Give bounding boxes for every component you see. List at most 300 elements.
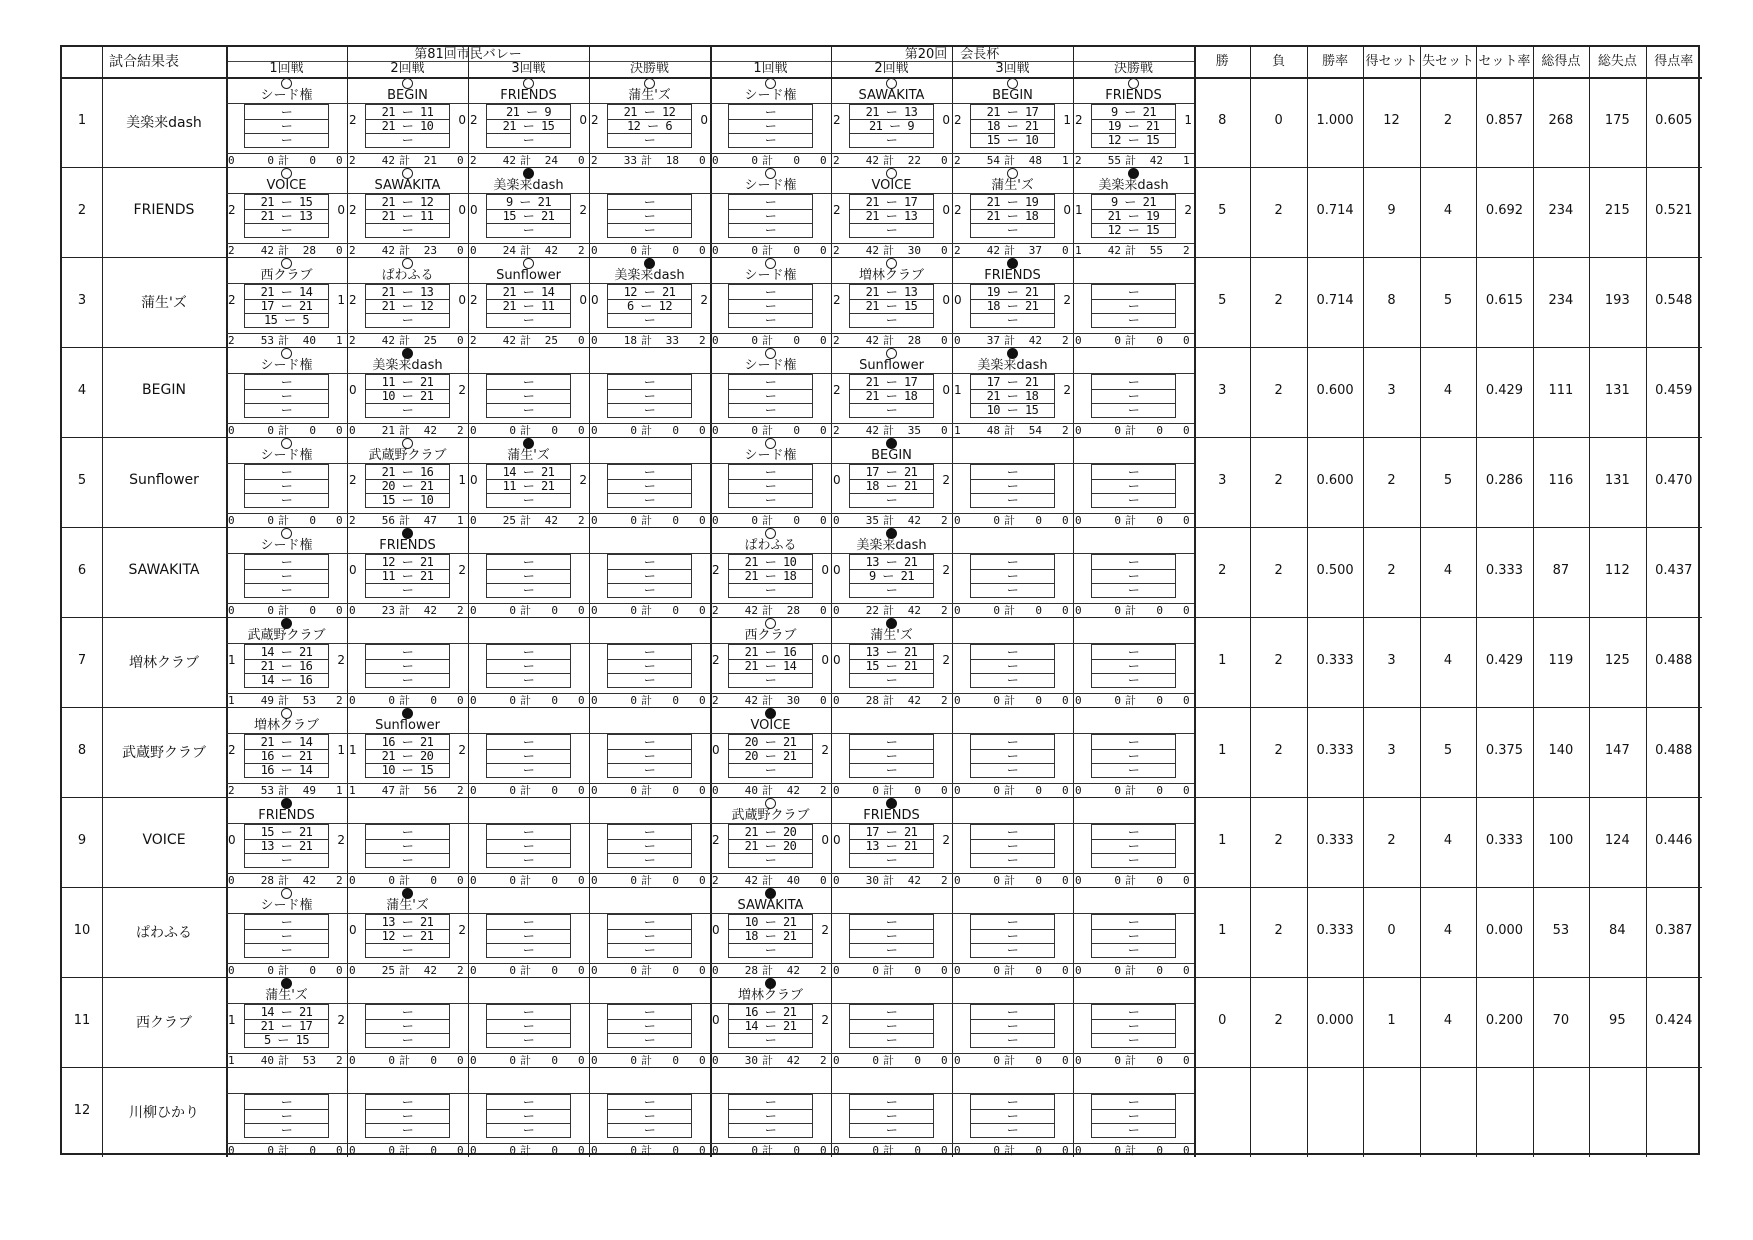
set-scores: [728, 644, 813, 688]
match-total-row: [347, 153, 468, 167]
match-cell: [1073, 977, 1194, 1067]
total-sets-won: 0: [591, 514, 598, 527]
total-sets-lost: 0: [1183, 1144, 1190, 1157]
set-score: ー: [487, 313, 570, 328]
set-score: ー: [608, 569, 691, 584]
match-total-row: [347, 1143, 468, 1157]
set-score: ー: [366, 673, 449, 688]
set-score: ー: [729, 493, 812, 508]
total-points-for: 37: [986, 334, 1000, 347]
set-score: ー: [1092, 389, 1175, 404]
total-sets-won: 0: [349, 424, 356, 437]
set-score: 11 ー 21: [487, 479, 570, 494]
match-cell: [468, 527, 589, 617]
total-points-for: 0: [993, 964, 1000, 977]
set-score: 10 ー 15: [366, 763, 449, 778]
total-points-for: 0: [993, 604, 1000, 617]
set-score: 21 ー 16: [729, 645, 812, 660]
set-scores: [486, 914, 571, 958]
set-score: ー: [1092, 673, 1175, 688]
team-stat: 1: [1218, 833, 1227, 848]
total-sets-won: 0: [833, 1054, 840, 1067]
set-scores: [244, 194, 329, 238]
set-score: ー: [245, 1109, 328, 1124]
set-scores: [244, 464, 329, 508]
total-points-for: 0: [630, 244, 637, 257]
total-label: 計: [762, 334, 773, 347]
total-sets-won: 2: [712, 874, 719, 887]
opponent-name: [952, 809, 1073, 824]
stat-header: 得点率: [1654, 54, 1694, 69]
total-sets-lost: 2: [336, 874, 343, 887]
total-sets-lost: 0: [699, 1144, 706, 1157]
total-points-for: 42: [260, 244, 274, 257]
set-score: ー: [608, 915, 691, 930]
total-sets-lost: 0: [457, 1054, 464, 1067]
team-number: 6: [77, 563, 87, 578]
team-stat: 3: [1387, 653, 1396, 668]
opponent-name: [1073, 449, 1194, 464]
opponent-name: 美楽来dash: [952, 359, 1073, 374]
team-number: 8: [77, 743, 87, 758]
set-scores: [607, 194, 692, 238]
set-score: ー: [1092, 825, 1175, 840]
sets-lost: 0: [821, 833, 829, 847]
match-total-row: [710, 243, 831, 257]
team-number: 7: [77, 653, 87, 668]
set-scores: [365, 194, 450, 238]
total-sets-lost: 0: [578, 1144, 585, 1157]
match-total-row: [226, 963, 347, 977]
sets-lost: 0: [1063, 203, 1071, 217]
set-score: 14 ー 21: [245, 1005, 328, 1020]
total-points-against: 0: [672, 1054, 679, 1067]
total-sets-won: 1: [228, 1054, 235, 1067]
match-cell: [952, 707, 1073, 797]
total-points-for: 0: [993, 1054, 1000, 1067]
sets-lost: 0: [942, 113, 950, 127]
set-scores: [970, 194, 1055, 238]
sets-won: 0: [833, 653, 841, 667]
opponent-name: [952, 629, 1073, 644]
match-total-row: [347, 963, 468, 977]
match-cell: [226, 437, 347, 527]
total-points-for: 0: [1114, 694, 1121, 707]
opponent-name: [1073, 899, 1194, 914]
match-total-row: [589, 1053, 710, 1067]
total-points-against: 30: [786, 694, 800, 707]
total-sets-won: 2: [954, 244, 961, 257]
total-points-against: 0: [1156, 694, 1163, 707]
opponent-name: シード権: [710, 179, 831, 194]
total-sets-lost: 0: [941, 424, 948, 437]
total-sets-lost: 0: [820, 1144, 827, 1157]
total-label: 計: [762, 1054, 773, 1067]
opponent-name: 西クラブ: [710, 629, 831, 644]
set-score: ー: [487, 583, 570, 598]
total-sets-lost: 0: [336, 154, 343, 167]
sets-lost: 1: [1063, 113, 1071, 127]
total-points-against: 25: [423, 334, 437, 347]
match-cell: [1073, 797, 1194, 887]
total-sets-lost: 2: [457, 604, 464, 617]
set-score: 21 ー 13: [850, 209, 933, 224]
opponent-name: シード権: [710, 449, 831, 464]
team-stat: 95: [1609, 1013, 1626, 1028]
total-points-against: 0: [309, 1144, 316, 1157]
opponent-name: 美楽来dash: [468, 179, 589, 194]
total-sets-lost: 0: [699, 604, 706, 617]
set-scores: [728, 824, 813, 868]
match-total-row: [1073, 1143, 1194, 1157]
sets-lost: 2: [942, 653, 950, 667]
total-label: 計: [1004, 424, 1015, 437]
set-scores: [1091, 374, 1176, 418]
sets-won: 2: [470, 293, 478, 307]
total-label: 計: [883, 694, 894, 707]
match-cell: [710, 977, 831, 1067]
set-score: 11 ー 21: [366, 375, 449, 390]
set-score: ー: [1092, 659, 1175, 674]
match-cell: [468, 977, 589, 1067]
set-score: ー: [729, 195, 812, 210]
total-points-for: 0: [509, 604, 516, 617]
opponent-name: [952, 1079, 1073, 1094]
match-total-row: [226, 873, 347, 887]
set-score: ー: [366, 313, 449, 328]
set-score: 21 ー 17: [971, 105, 1054, 120]
total-sets-lost: 0: [1183, 874, 1190, 887]
match-total-row: [952, 603, 1073, 617]
set-score: ー: [850, 735, 933, 750]
match-cell: [952, 977, 1073, 1067]
total-label: 計: [641, 1054, 652, 1067]
total-label: 計: [1004, 244, 1015, 257]
set-score: ー: [608, 1005, 691, 1020]
set-score: 21 ー 19: [1092, 209, 1175, 224]
set-score: ー: [729, 119, 812, 134]
total-sets-lost: 0: [457, 874, 464, 887]
match-total-row: [831, 603, 952, 617]
set-score: 5 ー 15: [245, 1033, 328, 1048]
round-header: 決勝戦: [1113, 61, 1153, 76]
total-sets-won: 0: [228, 154, 235, 167]
match-total-row: [226, 603, 347, 617]
match-total-row: [710, 693, 831, 707]
set-scores: [244, 554, 329, 598]
total-sets-lost: 1: [1062, 154, 1069, 167]
set-score: ー: [971, 673, 1054, 688]
total-points-against: 42: [786, 784, 800, 797]
total-label: 計: [641, 784, 652, 797]
total-points-for: 40: [744, 784, 758, 797]
total-label: 計: [399, 154, 410, 167]
set-score: ー: [487, 555, 570, 570]
total-points-against: 18: [665, 154, 679, 167]
set-score: ー: [729, 1033, 812, 1048]
set-scores: [365, 734, 450, 778]
opponent-name: [589, 1079, 710, 1094]
set-scores: [1091, 104, 1176, 148]
set-scores: [849, 284, 934, 328]
set-score: ー: [850, 749, 933, 764]
total-points-against: 0: [793, 334, 800, 347]
total-points-against: 0: [793, 514, 800, 527]
set-score: ー: [971, 583, 1054, 598]
total-points-against: 53: [302, 694, 316, 707]
match-total-row: [831, 243, 952, 257]
total-label: 計: [883, 514, 894, 527]
total-label: 計: [278, 694, 289, 707]
opponent-name: FRIENDS: [831, 809, 952, 824]
team-stat: 1: [1218, 923, 1227, 938]
total-sets-lost: 0: [941, 784, 948, 797]
total-points-against: 42: [544, 244, 558, 257]
sets-won: 2: [228, 203, 236, 217]
total-sets-lost: 0: [336, 514, 343, 527]
team-stat: 0.000: [1485, 923, 1524, 938]
set-score: 13 ー 21: [850, 555, 933, 570]
total-sets-lost: 1: [1183, 154, 1190, 167]
team-stat: 193: [1604, 293, 1630, 308]
total-label: 計: [399, 1144, 410, 1157]
set-score: 21 ー 18: [971, 209, 1054, 224]
team-number: 5: [77, 473, 87, 488]
match-cell: [589, 437, 710, 527]
total-label: 計: [1004, 334, 1015, 347]
total-sets-won: 0: [591, 784, 598, 797]
total-label: 計: [762, 514, 773, 527]
set-score: 21 ー 12: [608, 105, 691, 120]
team-stat: 2: [1274, 563, 1283, 578]
total-label: 計: [883, 1054, 894, 1067]
set-score: ー: [487, 825, 570, 840]
match-cell: [952, 437, 1073, 527]
total-sets-lost: 0: [1062, 784, 1069, 797]
sets-lost: 2: [458, 563, 466, 577]
total-sets-lost: 2: [699, 334, 706, 347]
team-stat: 0.333: [1316, 653, 1354, 668]
team-stat: 0.857: [1485, 113, 1524, 128]
set-score: ー: [245, 583, 328, 598]
total-points-for: 24: [502, 244, 516, 257]
match-cell: [468, 797, 589, 887]
match-total-row: [1073, 783, 1194, 797]
total-points-against: 28: [786, 604, 800, 617]
set-score: 14 ー 16: [245, 673, 328, 688]
opponent-name: 蒲生'ズ: [589, 89, 710, 104]
match-total-row: [589, 1143, 710, 1157]
set-score: ー: [850, 583, 933, 598]
match-cell: [347, 1067, 468, 1157]
total-sets-lost: 0: [336, 244, 343, 257]
set-score: ー: [487, 749, 570, 764]
total-points-against: 42: [1028, 334, 1042, 347]
set-scores: [849, 1004, 934, 1048]
set-score: ー: [729, 465, 812, 480]
set-scores: [728, 554, 813, 598]
total-points-against: 53: [302, 1054, 316, 1067]
sets-won: 0: [712, 743, 720, 757]
total-sets-lost: 0: [578, 424, 585, 437]
team-stat: 119: [1548, 653, 1574, 668]
set-score: 14 ー 21: [487, 465, 570, 480]
total-label: 計: [762, 1144, 773, 1157]
opponent-name: 蒲生'ズ: [347, 899, 468, 914]
set-score: ー: [245, 569, 328, 584]
opponent-name: [589, 989, 710, 1004]
total-sets-won: 2: [349, 514, 356, 527]
match-total-row: [831, 1053, 952, 1067]
total-sets-lost: 2: [457, 964, 464, 977]
tournament-title: 第20回 会長杯: [904, 47, 1000, 62]
set-score: ー: [608, 133, 691, 148]
total-label: 計: [883, 874, 894, 887]
set-score: ー: [1092, 853, 1175, 868]
match-cell: [1073, 527, 1194, 617]
team-stat: 234: [1548, 293, 1574, 308]
set-score: ー: [971, 1123, 1054, 1138]
match-cell: [952, 77, 1073, 167]
set-score: ー: [1092, 479, 1175, 494]
total-label: 計: [1125, 424, 1136, 437]
set-score: 21 ー 19: [971, 195, 1054, 210]
set-score: ー: [608, 763, 691, 778]
total-points-for: 25: [502, 514, 516, 527]
opponent-name: SAWAKITA: [831, 89, 952, 104]
total-points-for: 33: [623, 154, 637, 167]
team-stat: 2: [1274, 653, 1283, 668]
total-points-against: 0: [551, 874, 558, 887]
team-stat: 4: [1443, 1013, 1453, 1028]
total-points-against: 0: [551, 604, 558, 617]
set-score: 16 ー 21: [245, 749, 328, 764]
total-label: 計: [520, 424, 531, 437]
total-sets-lost: 0: [699, 1054, 706, 1067]
set-score: 21 ー 13: [850, 285, 933, 300]
total-sets-lost: 0: [820, 154, 827, 167]
team-number: 3: [77, 293, 87, 308]
match-total-row: [347, 693, 468, 707]
set-score: 21 ー 14: [729, 659, 812, 674]
opponent-name: [1073, 359, 1194, 374]
set-score: ー: [1092, 313, 1175, 328]
match-cell: [347, 437, 468, 527]
set-score: 21 ー 18: [850, 389, 933, 404]
opponent-name: [952, 539, 1073, 554]
opponent-name: 美楽来dash: [1073, 179, 1194, 194]
set-scores: [607, 464, 692, 508]
opponent-name: Sunflower: [468, 269, 589, 284]
total-points-against: 42: [907, 694, 921, 707]
set-score: ー: [1092, 929, 1175, 944]
total-sets-won: 0: [228, 604, 235, 617]
total-sets-won: 0: [228, 964, 235, 977]
sets-won: 0: [470, 473, 478, 487]
set-scores: [365, 374, 450, 418]
total-sets-won: 0: [954, 874, 961, 887]
match-cell: [952, 887, 1073, 977]
total-sets-won: 0: [470, 1144, 477, 1157]
match-total-row: [831, 513, 952, 527]
set-score: ー: [608, 735, 691, 750]
total-points-for: 30: [744, 1054, 758, 1067]
match-total-row: [831, 333, 952, 347]
set-score: ー: [608, 839, 691, 854]
total-points-for: 0: [630, 514, 637, 527]
total-sets-won: 2: [833, 424, 840, 437]
team-stat: 0.333: [1485, 833, 1524, 848]
match-cell: [710, 1067, 831, 1157]
opponent-name: シード権: [710, 359, 831, 374]
set-score: 9 ー 21: [1092, 105, 1175, 120]
total-label: 計: [399, 424, 410, 437]
team-stat: 0.333: [1316, 833, 1354, 848]
total-label: 計: [1125, 154, 1136, 167]
team-number: 4: [77, 383, 87, 398]
set-score: 21 ー 11: [366, 209, 449, 224]
sets-won: 1: [954, 383, 962, 397]
sets-won: 0: [591, 293, 599, 307]
total-sets-lost: 0: [1062, 514, 1069, 527]
match-total-row: [347, 333, 468, 347]
match-total-row: [831, 873, 952, 887]
team-stat: 0.387: [1655, 923, 1693, 938]
set-score: ー: [1092, 493, 1175, 508]
set-scores: [365, 104, 450, 148]
total-label: 計: [762, 154, 773, 167]
set-score: ー: [1092, 1123, 1175, 1138]
opponent-name: シード権: [226, 359, 347, 374]
team-name: 蒲生'ズ: [141, 295, 187, 311]
total-points-against: 54: [1028, 424, 1042, 437]
match-cell: [1073, 167, 1194, 257]
set-score: ー: [971, 223, 1054, 238]
sets-won: 2: [712, 833, 720, 847]
match-total-row: [1073, 963, 1194, 977]
total-points-for: 42: [744, 604, 758, 617]
total-points-for: 0: [509, 1054, 516, 1067]
total-points-for: 0: [509, 964, 516, 977]
opponent-name: [589, 629, 710, 644]
sets-lost: 0: [579, 113, 587, 127]
total-points-for: 40: [260, 1054, 274, 1067]
set-score: 20 ー 21: [366, 479, 449, 494]
total-sets-lost: 0: [1062, 604, 1069, 617]
total-points-for: 0: [1114, 964, 1121, 977]
opponent-name: BEGIN: [952, 89, 1073, 104]
set-score: ー: [729, 763, 812, 778]
total-sets-lost: 0: [941, 334, 948, 347]
opponent-name: [1073, 989, 1194, 1004]
sets-lost: 0: [700, 113, 708, 127]
set-score: ー: [366, 659, 449, 674]
team-stat: 1: [1387, 1013, 1396, 1028]
total-points-for: 0: [993, 784, 1000, 797]
opponent-name: [1073, 269, 1194, 284]
set-score: 21 ー 14: [245, 285, 328, 300]
total-sets-won: 0: [470, 244, 477, 257]
total-sets-lost: 2: [336, 694, 343, 707]
team-stat: 8: [1387, 293, 1396, 308]
total-sets-won: 0: [470, 424, 477, 437]
set-scores: [607, 734, 692, 778]
set-scores: [849, 644, 934, 688]
stat-header: 失セット: [1421, 54, 1474, 69]
team-stat: 0.714: [1316, 203, 1354, 218]
total-points-for: 0: [630, 604, 637, 617]
total-label: 計: [278, 1054, 289, 1067]
